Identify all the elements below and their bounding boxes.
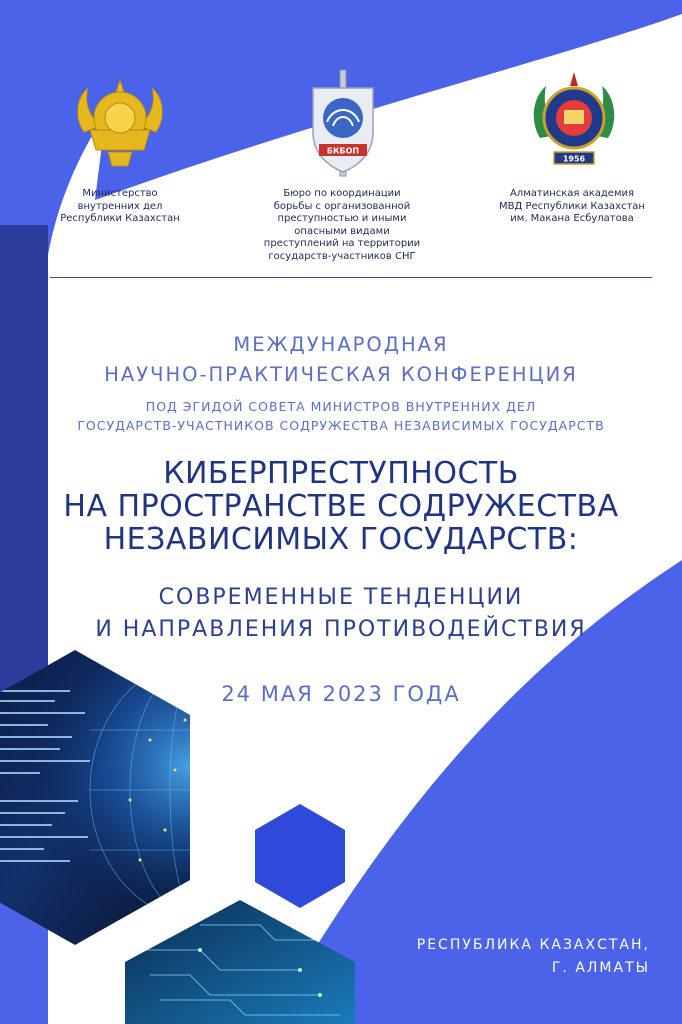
- org-name-academy: Алматинская академия МВД Республики Казахстан им. Макана Есбулатова: [499, 188, 645, 224]
- conference-subtitle: СОВРЕМЕННЫЕ ТЕНДЕНЦИИ И НАПРАВЛЕНИЯ ПРОТИВОДЕЙСТВИЯ: [95, 585, 587, 642]
- org-name-mvd: Министерство внутренних дел Республики Казахстан: [60, 188, 180, 224]
- academy-emblem-text: 1956: [562, 154, 586, 164]
- bkbop-emblem-text: БКБОП: [326, 146, 360, 156]
- conference-title: КИБЕРПРЕСТУПНОСТЬ НА ПРОСТРАНСТВЕ СОДРУЖЕСТВА НЕЗАВИСИМЫХ ГОСУДАРСТВ:: [63, 456, 619, 557]
- conference-type: МЕЖДУНАРОДНАЯ НАУЧНО-ПРАКТИЧЕСКАЯ КОНФЕРЕНЦИЯ: [104, 333, 578, 386]
- bkbop-shield-icon: [303, 68, 383, 180]
- aegis-line: ПОД ЭГИДОЙ СОВЕТА МИНИСТРОВ ВНУТРЕННИХ ДЕЛ ГОСУДАРСТВ-УЧАСТНИКОВ СОДРУЖЕСТВА НЕЗАВИСИМЫХ ГОСУДАРСТВ: [77, 399, 605, 433]
- conference-date: 24 МАЯ 2023 ГОДА: [221, 682, 461, 706]
- org-name-bkbop: Бюро по координации борьбы с организованной преступностью и иными опасными видами преступлений на территории государств-участников СНГ: [263, 188, 421, 262]
- cyber-hexagon-bottom: [120, 895, 360, 1024]
- small-blue-hexagon: [255, 804, 345, 908]
- almaty-academy-emblem-icon: [526, 68, 622, 178]
- mvd-kazakhstan-emblem-icon: [68, 70, 172, 174]
- conference-location: РЕСПУБЛИКА КАЗАХСТАН, Г. АЛМАТЫ: [416, 937, 650, 976]
- header-divider: [50, 277, 652, 278]
